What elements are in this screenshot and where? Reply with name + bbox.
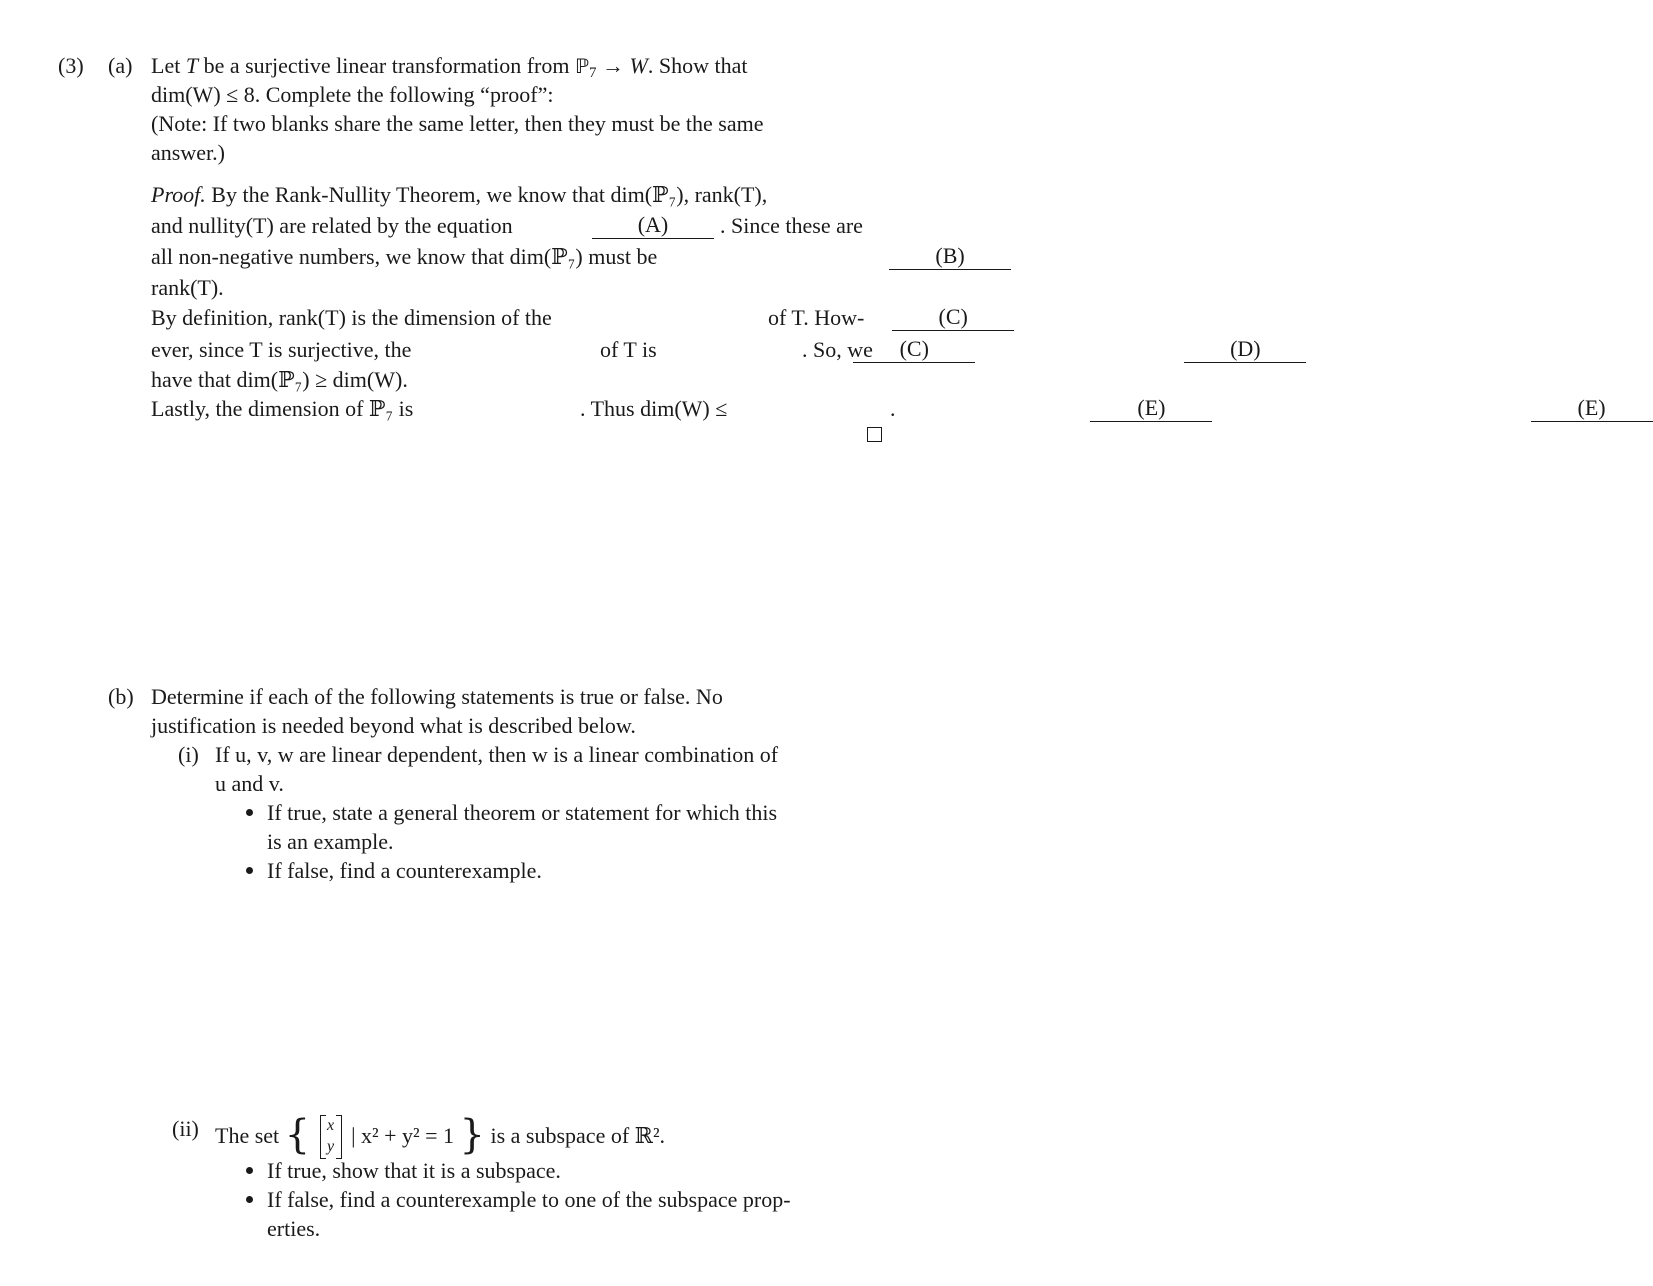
- column-vector: x y: [320, 1115, 342, 1159]
- part-a-note-end: answer.): [151, 140, 225, 165]
- qed-box-icon: [867, 427, 882, 442]
- part-b-intro-1: Determine if each of the following statements is true or false. No: [151, 684, 723, 709]
- proof-line-1: Proof. By the Rank-Nullity Theorem, we know that dim(ℙ₇), rank(T),: [151, 182, 768, 207]
- right-brace-icon: }: [459, 1112, 485, 1158]
- proof-line-6: ever, since T is surjective, the: [151, 337, 412, 362]
- bullet-icon: [246, 1167, 253, 1174]
- part-a-note: (Note: If two blanks share the same letter, then they must be the same: [151, 111, 764, 136]
- part-b-intro-2: justification is needed beyond what is described below.: [151, 713, 636, 738]
- part-b-i-bullet-2: If false, find a counterexample.: [246, 857, 542, 885]
- proof-line-5-end: of T. How-: [768, 305, 865, 330]
- part-a-line-2: dim(W) ≤ 8. Complete the following “proof”:: [151, 82, 554, 107]
- proof-line-5: By definition, rank(T) is the dimension of the: [151, 305, 552, 330]
- proof-line-8: Lastly, the dimension of ℙ₇ is: [151, 396, 414, 421]
- proof-line-2: and nullity(T) are related by the equation: [151, 213, 513, 238]
- blank-B[interactable]: (B): [889, 243, 1011, 270]
- bullet-icon: [246, 809, 253, 816]
- bullet-icon: [246, 1196, 253, 1203]
- question-number: (3): [58, 53, 84, 78]
- blank-A[interactable]: (A): [592, 212, 714, 239]
- proof-line-4: rank(T).: [151, 275, 224, 300]
- proof-line-6-end: . So, we: [802, 337, 873, 362]
- blank-D[interactable]: (D): [1184, 336, 1306, 363]
- part-b-i-label: (i): [178, 742, 199, 767]
- part-b-i-line-2: u and v.: [215, 771, 284, 796]
- part-b-ii-bullet-1: If true, show that it is a subspace.: [246, 1157, 561, 1185]
- proof-line-3: all non-negative numbers, we know that dim(ℙ₇) must be: [151, 244, 658, 269]
- part-b-i-line-1: If u, v, w are linear dependent, then w is a linear combination of: [215, 742, 779, 767]
- part-b-ii-bullet-2-cont: erties.: [267, 1216, 321, 1241]
- part-b-i-bullet-1: If true, state a general theorem or statement for which this: [246, 799, 777, 827]
- proof-line-6-mid: of T is: [600, 337, 657, 362]
- blank-E-2[interactable]: (E): [1531, 395, 1653, 422]
- proof-line-7: have that dim(ℙ₇) ≥ dim(W).: [151, 367, 408, 392]
- left-brace-icon: {: [284, 1112, 311, 1158]
- part-a-line-1: Let T be a surjective linear transformation from ℙ$_7$ → W. Show that: [151, 53, 748, 81]
- blank-C-2[interactable]: (C): [853, 336, 975, 363]
- proof-line-8-end: .: [890, 396, 896, 421]
- part-b-ii-label: (ii): [172, 1116, 199, 1141]
- blank-C-1[interactable]: (C): [892, 304, 1014, 331]
- part-b-i-bullet-1-cont: is an example.: [267, 829, 394, 854]
- blank-E-1[interactable]: (E): [1090, 395, 1212, 422]
- part-b-label: (b): [108, 684, 134, 709]
- part-b-ii-statement: The set { x y | x² + y² = 1 } is a subspace of ℝ².: [215, 1112, 666, 1158]
- proof-line-8-mid: . Thus dim(W) ≤: [580, 396, 728, 421]
- proof-label: Proof.: [151, 182, 206, 207]
- part-a-label: (a): [108, 53, 133, 78]
- proof-line-2-end: . Since these are: [720, 213, 863, 238]
- bullet-icon: [246, 867, 253, 874]
- part-b-ii-bullet-2: If false, find a counterexample to one of the subspace prop-: [246, 1186, 791, 1214]
